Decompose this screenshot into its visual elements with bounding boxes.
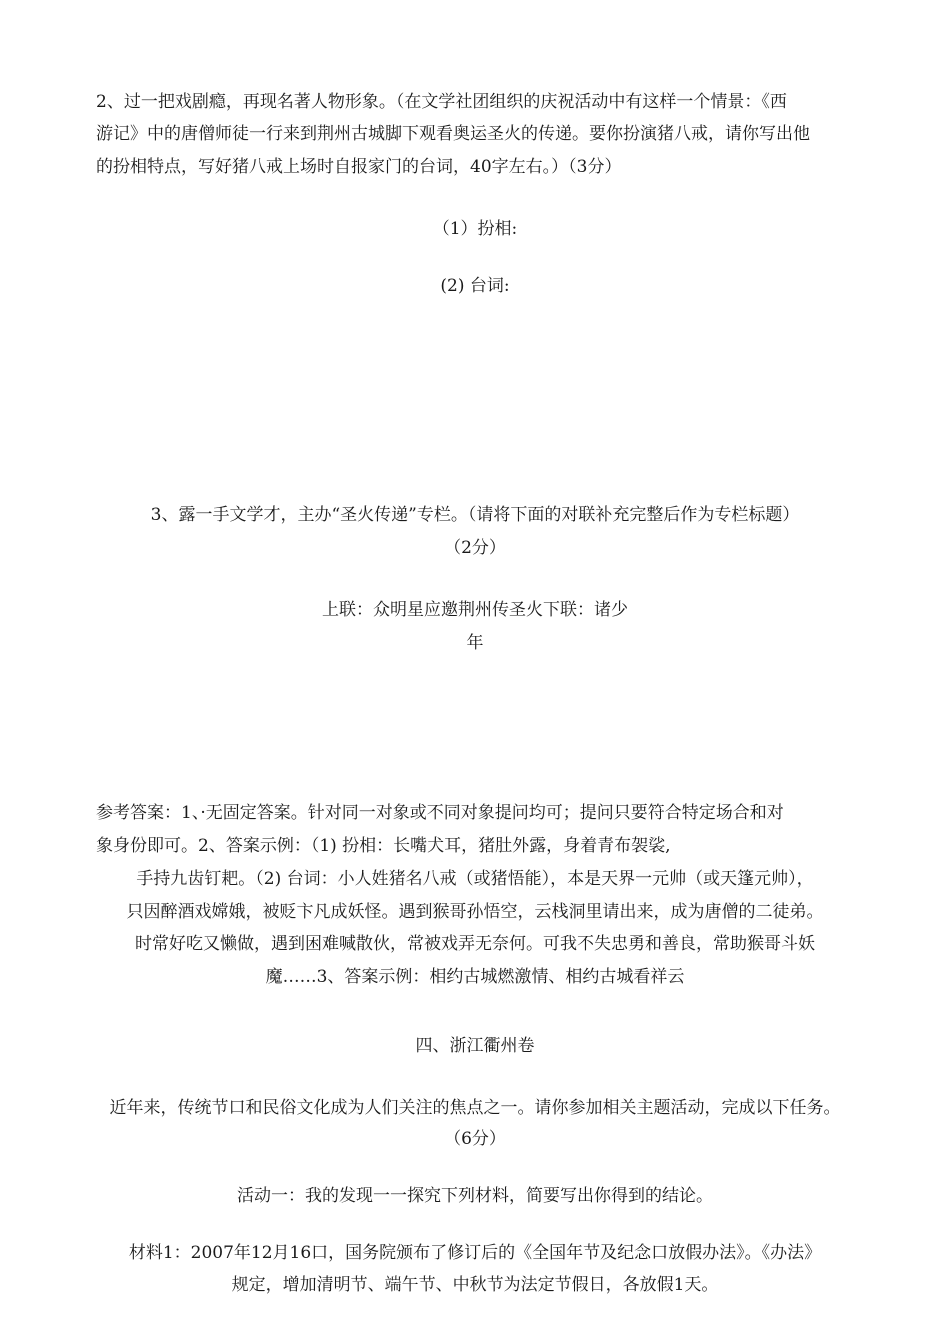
q2-item-appearance: （1）扮相:	[432, 219, 518, 239]
q3-line-1: 3、露一手文学才，主办“圣火传递”专栏。（请将下面的对联补充完整后作为专栏标题）	[150, 505, 800, 525]
answer-line-4: 只因醉酒戏嫦娥，被贬卞凡成妖怪。遇到猴哥孙悟空，云栈洞里请出来，成为唐僧的二徒弟。	[126, 902, 824, 922]
q2-line-2: 游记》中的唐僧师徒一行来到荆州古城脚下观看奥运圣火的传递。要你扮演猪八戒，请你写出他	[96, 124, 810, 144]
answer-line-2: 象身份即可。2、答案示例：（1) 扮相：长嘴犬耳，猪肚外露，身着青布袈裟,	[96, 836, 671, 856]
section4-material-1-line-1: 材料1：2007年12月16口，国务院颁布了修订后的《全国年节及纪念口放假办法》。《办法》	[128, 1243, 822, 1263]
q2-line-1: 2、过一把戏剧瘾，再现名著人物形象。（在文学社团组织的庆祝活动中有这样一个情景：《西	[96, 92, 787, 112]
section4-intro-score: （6分）	[444, 1129, 506, 1149]
q3-couplet-line-2: 年	[466, 633, 484, 653]
answer-line-6: 魔……3、答案示例：相约古城燃激情、相约古城看祥云	[265, 967, 685, 987]
q2-item-lines: (2) 台词:	[440, 276, 510, 296]
section4-intro-line-1: 近年来，传统节口和民俗文化成为人们关注的焦点之一。请你参加相关主题活动，完成以下任务。	[109, 1098, 841, 1118]
answer-line-1: 参考答案：1、·无固定答案。针对同一对象或不同对象提问均可；提问只要符合特定场合和对	[96, 803, 784, 823]
q3-score: （2分）	[444, 538, 506, 558]
answer-line-5: 时常好吃又懒做，遇到困难喊散伙，常被戏弄无奈何。可我不失忠勇和善良，常助猴哥斗妖	[135, 934, 815, 954]
section4-material-1-line-2: 规定，增加清明节、端午节、中秋节为法定节假日，各放假1天。	[231, 1275, 719, 1295]
q2-line-3: 的扮相特点，写好猪八戒上场时自报家门的台词，40字左右。）（3分）	[96, 157, 622, 177]
section4-heading: 四、浙江衢州卷	[415, 1036, 535, 1056]
q3-couplet-line-1: 上联：众明星应邀荆州传圣火下联：诸少	[322, 600, 628, 620]
section4-activity-1: 活动一：我的发现一一探究下列材料，简要写出你得到的结论。	[237, 1186, 713, 1206]
answer-line-3: 手持九齿钉耙。（2) 台词：小人姓猪名八戒（或猪悟能），本是天界一元帅（或天篷元帅），	[136, 869, 814, 889]
